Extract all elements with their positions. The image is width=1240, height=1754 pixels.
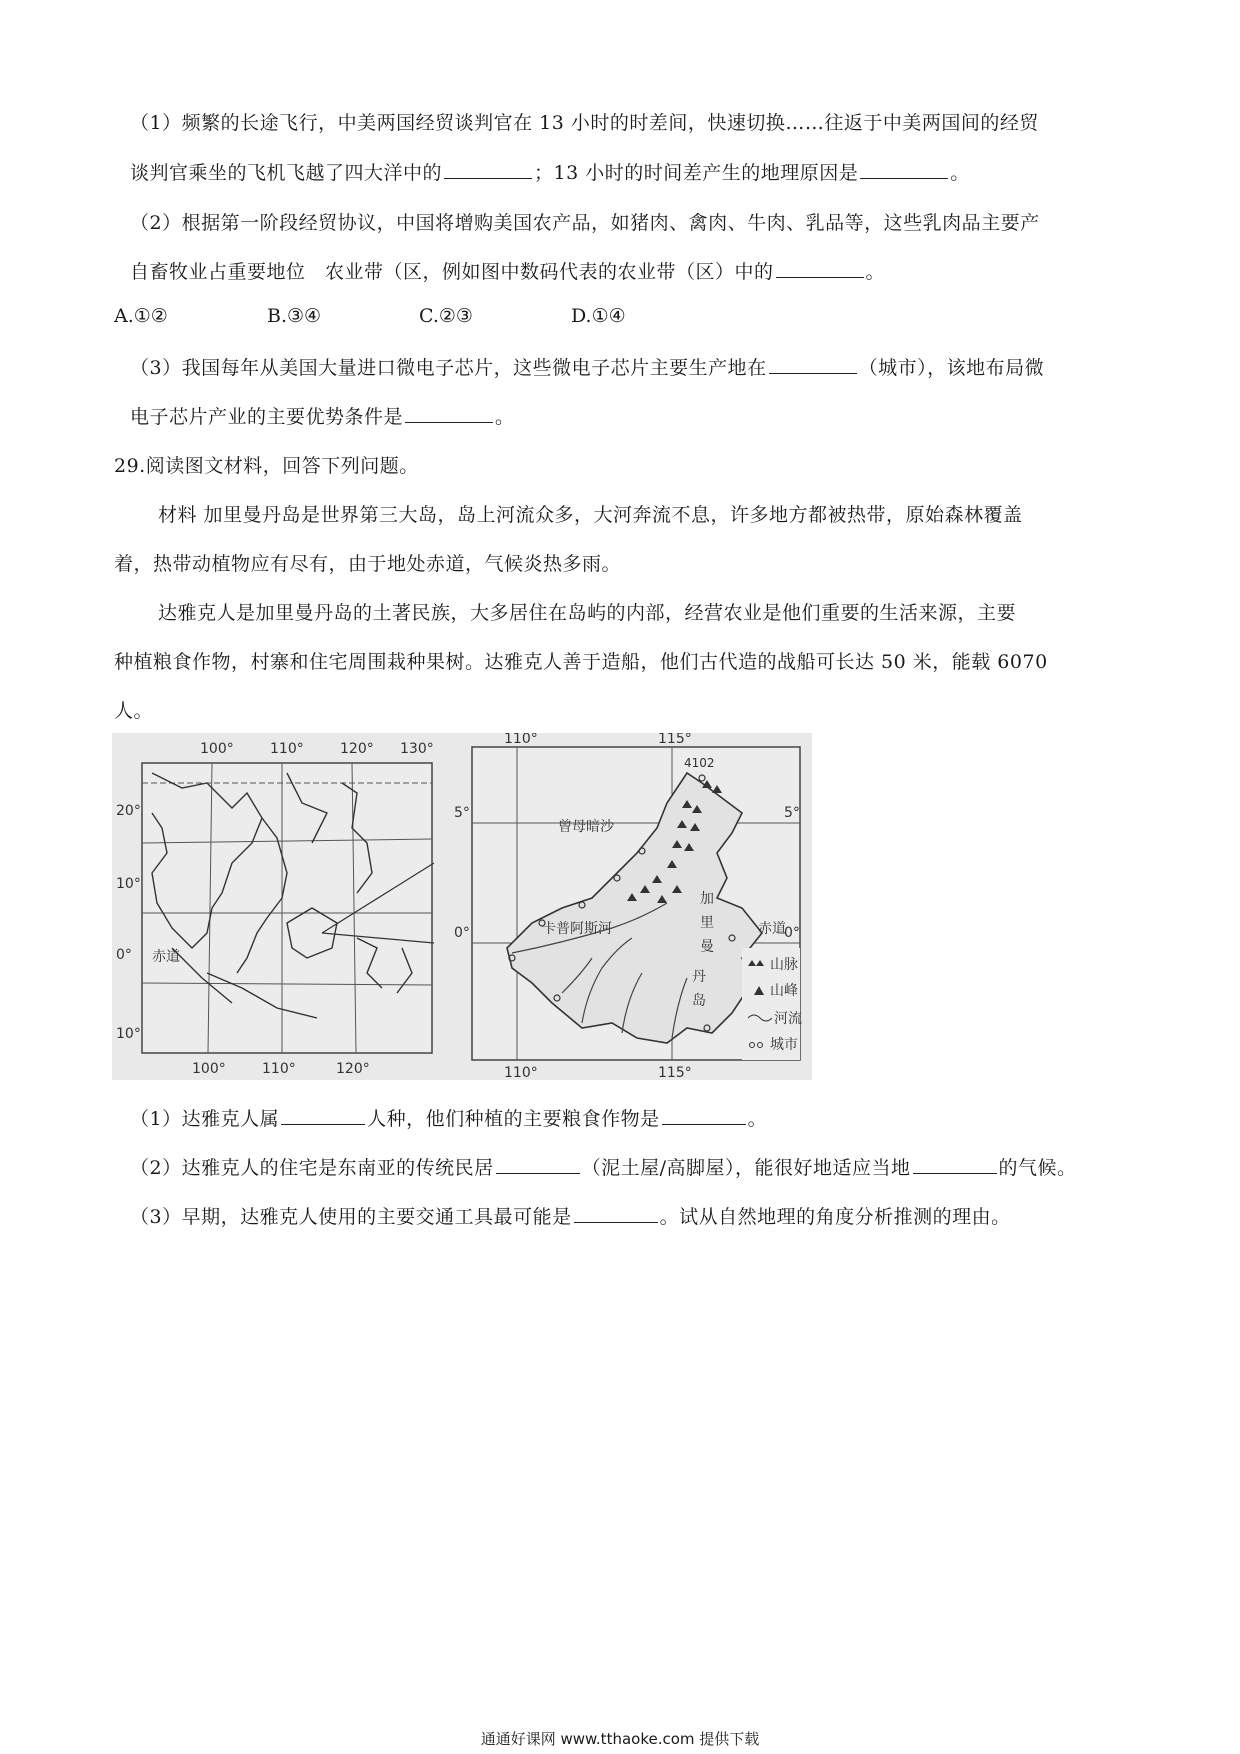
answer-blank[interactable] <box>913 1156 997 1174</box>
right-lat-label: 0° <box>784 925 800 941</box>
island-name-char: 丹 <box>692 969 706 985</box>
left-equator-label: 赤道 <box>152 949 180 965</box>
right-equator-label: 赤道 <box>758 921 786 937</box>
material-para2-line2: 种植粮食作物，村寨和住宅周围栽种果树。达雅克人善于造船，他们古代造的战船可长达 50 米，能载 6070 <box>114 651 1048 673</box>
right-lon-label: 110° <box>504 733 538 747</box>
q29-part2-text-a: （2）达雅克人的住宅是东南亚的传统民居 <box>130 1157 494 1179</box>
q28-part1-text-b: ；13 小时的时间差产生的地理原因是 <box>534 162 859 184</box>
option-b[interactable]: B.③④ <box>267 305 322 327</box>
left-lon-label: 120° <box>340 741 374 757</box>
q29-part1 <box>130 1104 767 1131</box>
left-lon-label: 110° <box>262 1061 296 1077</box>
q28-part3-line1 <box>130 353 1044 380</box>
left-lon-label: 120° <box>336 1061 370 1077</box>
q29-part1-text-a: （1）达雅克人属 <box>130 1108 280 1130</box>
island-name-char: 里 <box>700 915 714 931</box>
answer-blank[interactable] <box>496 1156 580 1174</box>
answer-blank[interactable] <box>574 1205 658 1223</box>
map-svg <box>112 733 812 1080</box>
zengmu-ansha-label: 曾母暗沙 <box>558 819 614 835</box>
answer-blank[interactable] <box>405 405 493 423</box>
q28-part2-line1: （2）根据第一阶段经贸协议，中国将增购美国农产品，如猪肉、禽肉、牛肉、乳品等，这些乳肉品主要产 <box>130 212 1040 234</box>
legend-city: 城市 <box>770 1037 798 1053</box>
right-lat-label: 0° <box>454 925 470 941</box>
material-para1-line1: 材料 加里曼丹岛是世界第三大岛，岛上河流众多，大河奔流不息，许多地方都被热带，原始森林覆盖 <box>158 504 1023 526</box>
option-c[interactable]: C.②③ <box>419 305 473 327</box>
left-map-frame <box>142 763 432 1053</box>
q28-part1-line1: （1）频繁的长途飞行，中美两国经贸谈判官在 13 小时的时差间，快速切换……往返于中美两国间的经贸 <box>130 112 1039 134</box>
answer-blank[interactable] <box>662 1107 746 1125</box>
kapuas-river-label: 卡普阿斯河 <box>542 921 612 937</box>
q28-part2-text-b: 。 <box>865 261 886 283</box>
q29-part2-text-b: （泥土屋/高脚屋），能很好地适应当地 <box>581 1157 911 1179</box>
q29-part1-text-c: 。 <box>747 1108 768 1130</box>
answer-blank[interactable] <box>860 161 948 179</box>
q29-part2 <box>130 1153 1077 1180</box>
q28-part2-text-a: 自畜牧业占重要地位 农业带（区，例如图中数码代表的农业带（区）中的 <box>130 261 774 283</box>
peak-elevation-label: 4102 <box>684 756 715 770</box>
q29-part1-text-b: 人种，他们种植的主要粮食作物是 <box>367 1108 660 1130</box>
right-lat-label: 5° <box>784 805 800 821</box>
q28-part1-line2 <box>130 158 970 185</box>
q28-part2-line2 <box>130 257 885 284</box>
right-lat-label: 5° <box>454 805 470 821</box>
material-para2-line1: 达雅克人是加里曼丹岛的土著民族，大多居住在岛屿的内部，经营农业是他们重要的生活来源，主要 <box>158 602 1017 624</box>
right-lon-label: 115° <box>658 733 692 747</box>
answer-blank[interactable] <box>444 161 532 179</box>
legend-mountain-range: 山脉 <box>770 957 798 973</box>
q28-part3-text-b: （城市），该地布局微 <box>858 357 1045 379</box>
legend <box>742 948 802 1060</box>
q28-part3-line2 <box>130 402 515 429</box>
left-lon-label: 100° <box>200 741 234 757</box>
q28-part1-text-c: 。 <box>950 162 970 184</box>
page-footer: 通通好课网 www.tthaoke.com 提供下载 <box>480 1730 760 1748</box>
left-lon-label: 100° <box>192 1061 226 1077</box>
q29-part2-text-c: 的气候。 <box>998 1157 1077 1179</box>
option-a[interactable]: A.①② <box>114 305 168 327</box>
left-lon-label: 130° <box>400 741 434 757</box>
answer-blank[interactable] <box>776 260 864 278</box>
answer-blank[interactable] <box>281 1107 365 1125</box>
right-lon-label: 110° <box>504 1065 538 1080</box>
q28-part1-text-a: 谈判官乘坐的飞机飞越了四大洋中的 <box>130 162 443 184</box>
q28-part3-text-a: （3）我国每年从美国大量进口微电子芯片，这些微电子芯片主要生产地在 <box>130 357 767 379</box>
material-para2-line3: 人。 <box>114 700 154 722</box>
q29-part3-text-a: （3）早期，达雅克人使用的主要交通工具最可能是 <box>130 1206 572 1228</box>
legend-peak: 山峰 <box>770 983 798 999</box>
left-lat-label: 20° <box>116 803 141 819</box>
q29-title: 29.阅读图文材料，回答下列问题。 <box>114 455 419 477</box>
map-figure <box>112 733 812 1080</box>
q28-part3-text-d: 。 <box>495 406 515 428</box>
material-para1-line2: 着，热带动植物应有尽有，由于地处赤道，气候炎热多雨。 <box>114 553 622 575</box>
q28-part3-text-c: 电子芯片产业的主要优势条件是 <box>130 406 404 428</box>
legend-river: 河流 <box>774 1011 802 1027</box>
option-d[interactable]: D.①④ <box>571 305 626 327</box>
island-name-char: 曼 <box>700 939 714 955</box>
island-name-char: 岛 <box>692 993 706 1009</box>
left-lat-label: 0° <box>116 947 132 963</box>
q29-part3 <box>130 1202 1011 1229</box>
right-lon-label: 115° <box>658 1065 692 1080</box>
answer-blank[interactable] <box>769 356 857 374</box>
island-name-char: 加 <box>700 891 714 907</box>
left-lon-label: 110° <box>270 741 304 757</box>
q29-part3-text-b: 。试从自然地理的角度分析推测的理由。 <box>659 1206 1011 1228</box>
left-lat-label: 10° <box>116 876 141 892</box>
left-lat-label: 10° <box>116 1026 141 1042</box>
